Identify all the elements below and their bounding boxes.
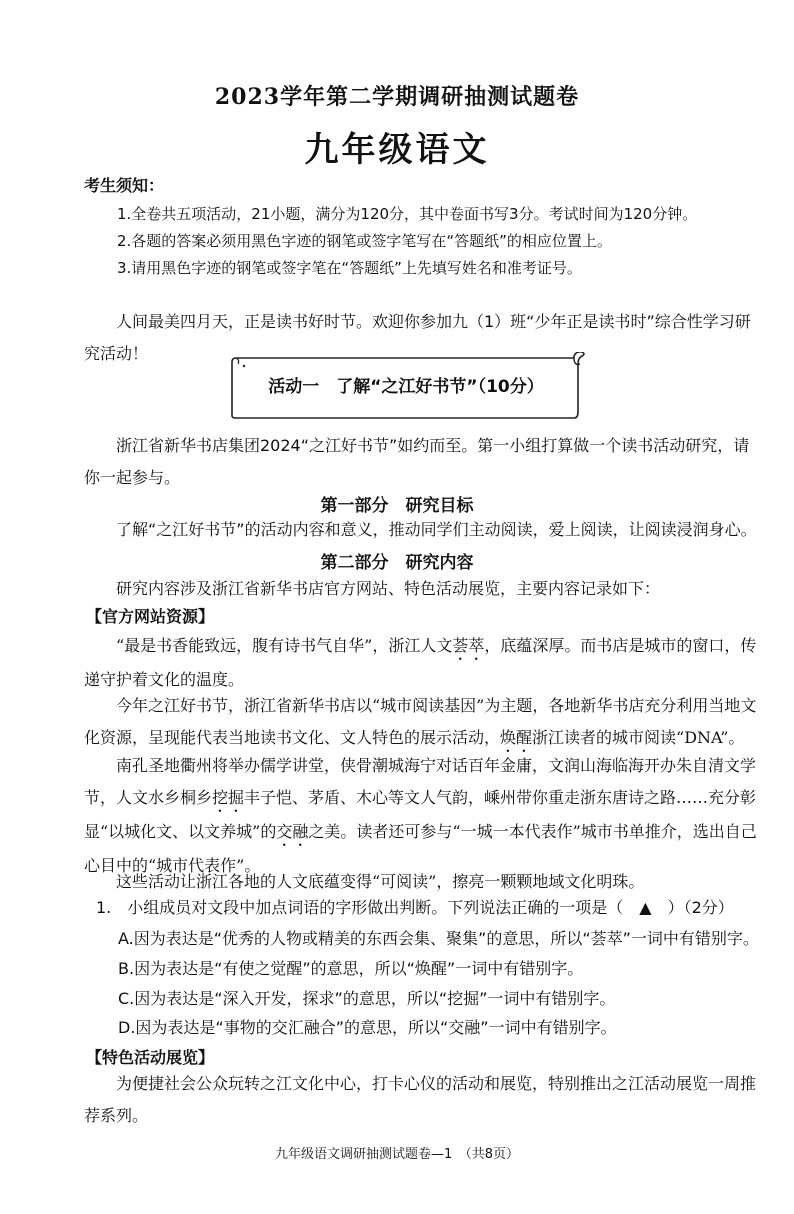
exhibit-label: 【特色活动展览】 [86,1048,215,1067]
option-c: C.因为表达是“深入开发，探求”的意思，所以“挖掘”一词中有错别字。 [118,989,616,1008]
dotted-word: 挖掘 [212,788,245,807]
notice-item: 2.各题的答案必须用黑色字迹的钢笔或签字笔写在“答题纸”的相应位置上。 [117,232,612,250]
research-goal: 了解“之江好书节”的活动内容和意义，推动同学们主动阅读，爱上阅读，让阅读浸润身心。 [116,520,757,539]
resource-paragraph: 这些活动让浙江各地的人文底蕴变得“可阅读”，擦亮一颗颗地域文化明珠。 [116,872,645,891]
intro-paragraph: 人间最美四月天，正是读书好时节。欢迎你参加九（1）班“少年正是读书时”综合性学习研究活动！ [84,312,751,363]
exhibit-paragraph: 为便捷社会公众玩转之江文化中心，打卡心仪的活动和展览，特别推出之江活动展览一周推荐系列。 [84,1074,757,1125]
notice-label: 考生须知： [84,176,165,195]
research-content: 研究内容涉及浙江省新华书店官方网站、特色活动展览，主要内容记录如下： [116,579,661,598]
resource-paragraph: “最是书香能致远，腹有诗书气自华”，浙江人文荟萃，底蕴深厚。而书店是城市的窗口，传递守护着文化的温度。 [84,636,757,689]
activity-intro: 浙江省新华书店集团2024“之江好书节”如约而至。第一小组打算做一个读书活动研究，请你一起参与。 [84,436,750,487]
dotted-word: 交融 [276,822,309,841]
resource-paragraph: 今年之江好书节，浙江省新华书店以“城市阅读基因”为主题，各地新华书店充分利用当地文化资源，呈现能代表当地读书文化、文人特色的展示活动，焕醒浙江读者的城市阅读“DNA”。 [84,696,757,747]
option-d: D.因为表达是“事物的交汇融合”的意思，所以“交融”一词中有错别字。 [118,1018,617,1037]
activity-title: 活动一 了解“之江好书节”（10分） [268,377,544,397]
exam-subject: 九年级语文 [304,130,490,170]
exam-title: 2023学年第二学期调研抽测试题卷 [214,84,580,110]
question-1: 1. 小组成员对文段中加点词语的字形做出判断。下列说法正确的一项是（ ▲ ）（2分） [96,898,734,917]
section-heading: 第一部分 研究目标 [320,496,474,516]
notice-item: 1.全卷共五项活动，21小题，满分为120分，其中卷面书写3分。考试时间为120分钟。 [117,205,698,223]
option-a: A.因为表达是“优秀的人物或精美的东西会集、聚集”的意思，所以“荟萃”一词中有错别字。 [118,929,759,948]
resource-label: 【官方网站资源】 [86,607,215,626]
notice-item: 3.请用黑色字迹的钢笔或签字笔在“答题纸”上先填写姓名和准考证号。 [117,259,582,277]
page-footer: 九年级语文调研抽测试题卷—1 （共8页） [274,1147,520,1162]
option-b: B.因为表达是“有使之觉醒”的意思，所以“焕醒”一词中有错别字。 [118,959,584,978]
resource-paragraph: 南孔圣地衢州将举办儒学讲堂，侠骨潮城海宁对话百年金庸，文润山海临海开办朱自清文学节，人文水乡桐乡挖掘丰子恺、茅盾、木心等文人气韵，嵊州带你重走浙东唐诗之路……充分彰显“以城化文、以文养城”的交融之美。读者还可参与“一城一本代表作”城市书单推介，选出自己心目中的“城市代表作”。 [84,756,757,875]
dotted-word: 焕醒 [500,728,533,747]
section-heading: 第二部分 研究内容 [320,553,474,573]
dotted-word: 荟萃 [452,636,485,655]
